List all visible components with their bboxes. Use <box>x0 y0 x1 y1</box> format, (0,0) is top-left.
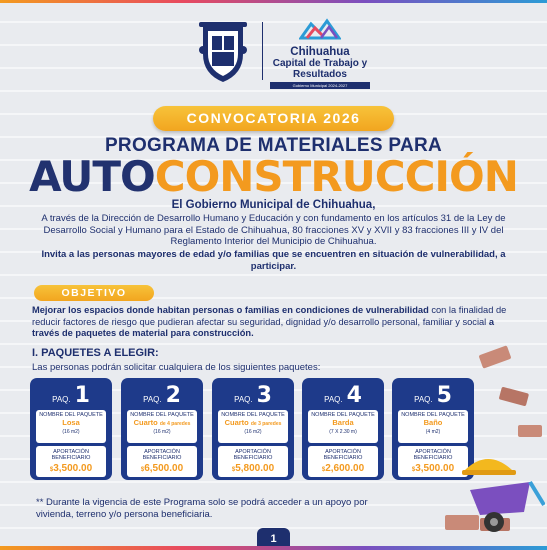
name-label: NOMBRE DEL PAQUETE <box>221 412 285 418</box>
paq-label: PAQ. <box>324 395 343 404</box>
construction-illustration-icon <box>440 330 545 545</box>
section-title: I. PAQUETES A ELEGIR: <box>32 347 159 359</box>
currency-symbol: $ <box>49 467 54 473</box>
currency-symbol: $ <box>231 467 236 473</box>
objetivo-bold-2: a través de paquetes de material para construcción. <box>32 316 495 338</box>
package-name-text: Cuarto <box>224 418 249 427</box>
package-name-box <box>218 410 288 443</box>
aportacion-value <box>36 463 106 474</box>
package-card <box>121 378 203 480</box>
package-number: 3 <box>256 383 272 408</box>
aportacion-box <box>308 446 378 477</box>
package-name-text: Baño <box>423 418 443 427</box>
bottom-color-bar <box>0 546 547 550</box>
objetivo-body: con la finalidad de reducir factores de riesgo que pudieran afectar su seguridad, dignidad y/o desarrollo personal, familiar y social <box>32 305 507 327</box>
price-text: 5,800.00 <box>235 463 275 474</box>
package-cards <box>30 378 510 480</box>
footnote: ** Durante la vigencia de este Programa solo se podrá acceder a un apoyo por vivienda, terreno y/o persona beneficiaria. <box>36 497 368 520</box>
package-name-box <box>308 410 378 443</box>
price-text: 2,600.00 <box>325 463 365 474</box>
package-number: 1 <box>74 383 90 408</box>
brand-logo <box>270 18 370 89</box>
name-label: NOMBRE DEL PAQUETE <box>401 412 465 418</box>
package-name <box>308 418 378 429</box>
package-name <box>127 418 197 429</box>
package-detail: (16 m2) <box>244 429 262 435</box>
aportacion-label: APORTACIÓN BENEFICIARIO <box>233 449 273 461</box>
aportacion-value <box>308 463 378 474</box>
government-heading: El Gobierno Municipal de Chihuahua, <box>171 199 376 211</box>
package-detail: (4 m2) <box>425 429 441 435</box>
aportacion-label: APORTACIÓN BENEFICIARIO <box>142 449 182 461</box>
aportacion-label: APORTACIÓN BENEFICIARIO <box>413 449 453 461</box>
aportacion-label: APORTACIÓN BENEFICIARIO <box>323 449 363 461</box>
package-number: 5 <box>436 383 452 408</box>
brand-subtitle: Capital de Trabajo y Resultados <box>272 58 368 80</box>
paq-label: PAQ. <box>234 395 253 404</box>
page-number: 1 <box>257 528 290 550</box>
name-label: NOMBRE DEL PAQUETE <box>311 412 375 418</box>
package-name-box <box>127 410 197 443</box>
invite-paragraph: Invita a las personas mayores de edad y/o familias que se encuentren en situación de vulnerabilidad, a participar. <box>41 249 506 272</box>
program-title: PROGRAMA DE MATERIALES PARA <box>104 135 443 156</box>
city-crest-icon <box>195 20 251 84</box>
package-detail: (16 m2) <box>153 429 171 435</box>
package-name <box>36 418 106 429</box>
package-name-text: Cuarto <box>133 418 158 427</box>
package-card <box>30 378 112 480</box>
brand-title: Chihuahua <box>290 46 350 58</box>
title-auto: AUTO <box>29 152 155 201</box>
package-detail: (16 m2) <box>62 429 80 435</box>
paq-label: PAQ. <box>143 395 162 404</box>
package-number: 4 <box>346 383 362 408</box>
autoconstruccion-title <box>0 154 547 200</box>
name-label: NOMBRE DEL PAQUETE <box>130 412 194 418</box>
aportacion-value <box>127 463 197 474</box>
convocatoria-badge: CONVOCATORIA 2026 <box>153 106 394 131</box>
mountain-logo-icon <box>299 18 341 40</box>
package-detail: (7 X 2.30 m) <box>329 429 357 435</box>
package-name-extra: de 4 paredes <box>159 421 191 427</box>
brand-tag: Gobierno Municipal 2024-2027 <box>270 82 370 89</box>
package-card <box>302 378 384 480</box>
aportacion-label: APORTACIÓN BENEFICIARIO <box>51 449 91 461</box>
intro-paragraph: A través de la Dirección de Desarrollo Humano y Educación y con fundamento en los artículos 31 de la Ley de Desarrollo Social y Humano para el Estado de Chihuahua, 80 fracciones XV y XVII y 83 fracciones III y IV del Reglamento Interior del Municipio de Chihuahua. <box>41 213 506 247</box>
paq-label: PAQ. <box>414 395 433 404</box>
title-construccion: CONSTRUCCIÓN <box>154 152 518 201</box>
aportacion-box <box>36 446 106 477</box>
package-number: 2 <box>165 383 181 408</box>
aportacion-box <box>218 446 288 477</box>
package-name <box>218 418 288 429</box>
aportacion-box <box>127 446 197 477</box>
package-name-extra: de 3 paredes <box>250 421 282 427</box>
package-name-box <box>36 410 106 443</box>
section-subtitle: Las personas podrán solicitar cualquiera de los siguientes paquetes: <box>32 362 321 373</box>
package-name-text: Losa <box>62 418 80 427</box>
price-text: 6,500.00 <box>144 463 184 474</box>
objetivo-badge: OBJETIVO <box>34 285 154 301</box>
currency-symbol: $ <box>140 467 145 473</box>
header <box>0 0 547 96</box>
price-text: 3,500.00 <box>53 463 93 474</box>
currency-symbol: $ <box>321 467 326 473</box>
objetivo-bold-1: Mejorar los espacios donde habitan personas o familias en condiciones de vulnerabilidad <box>32 305 429 315</box>
name-label: NOMBRE DEL PAQUETE <box>39 412 103 418</box>
currency-symbol: $ <box>411 467 416 473</box>
paq-label: PAQ. <box>52 395 71 404</box>
package-card <box>212 378 294 480</box>
aportacion-value <box>218 463 288 474</box>
price-text: 3,500.00 <box>415 463 455 474</box>
header-divider <box>262 22 263 80</box>
package-name-text: Barda <box>332 418 354 427</box>
